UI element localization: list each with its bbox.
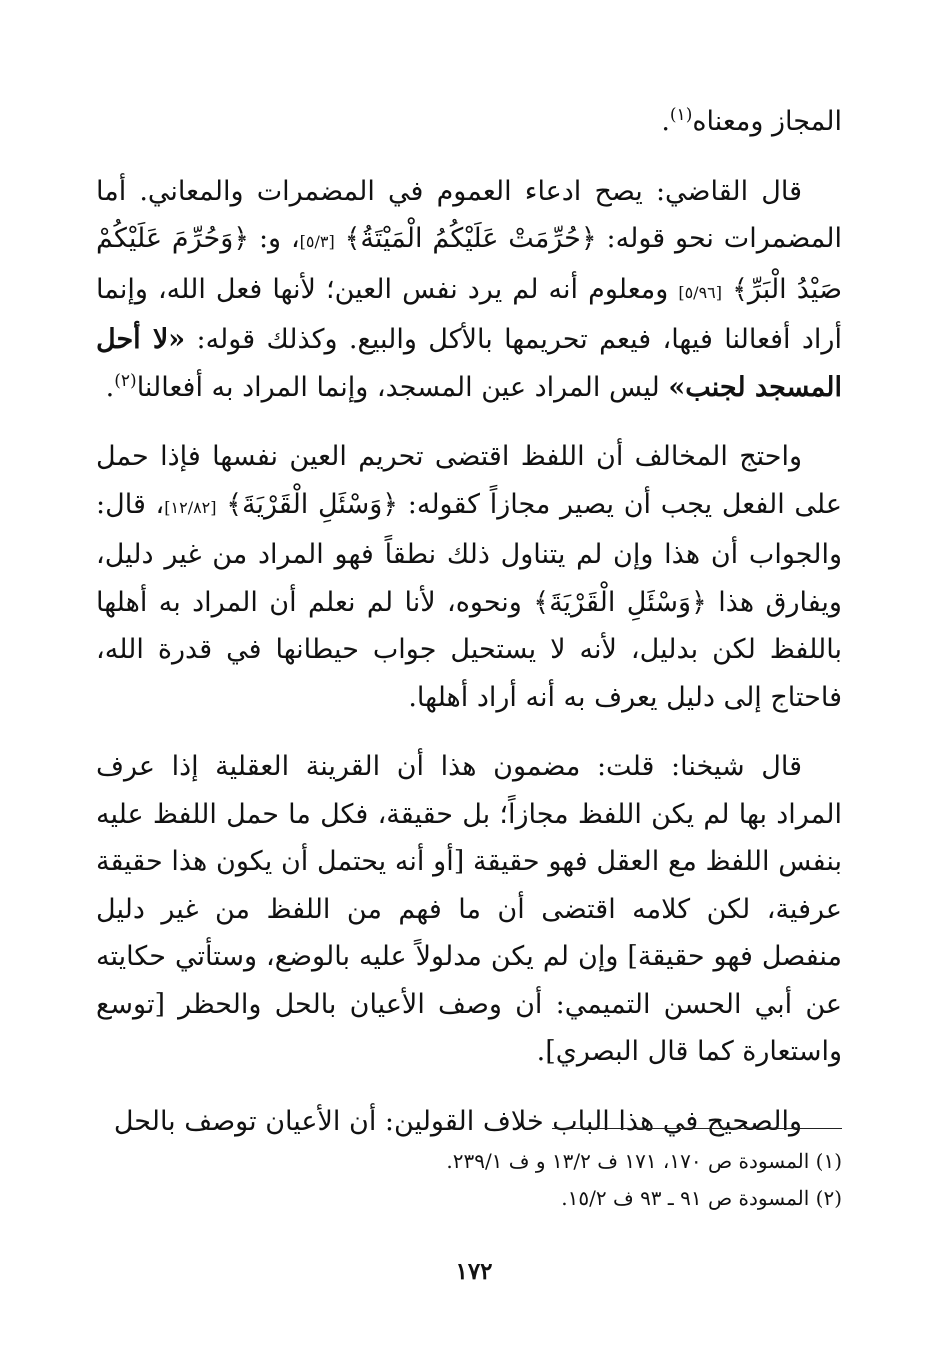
paragraph-correct-view: والصحيح في هذا الباب خلاف القولين: أن الأعيان توصف بالحل	[113, 1105, 802, 1137]
footnote-2: (٢) المسودة ص ٩١ ـ ٩٣ ف ١٥/٢.	[561, 1186, 842, 1210]
hadith-quote: «لا أحل المسجد لجنب»	[96, 324, 842, 403]
footnotes	[96, 1143, 842, 1217]
quran-verse: ﴿حُرِّمَتْ عَلَيْكُمُ الْمَيْتَةُ﴾	[344, 223, 597, 254]
verse-ref: [٥/٣]	[299, 232, 335, 251]
paragraph-objection: واحتج المخالف أن اللفظ اقتضى تحريم العين نفسها فإذا حمل على الفعل يجب أن يصير مجازاً كقوله: ﴿وَسْئَلِ الْقَرْيَةَ﴾ [١٢/٨٢]، قال: والجواب أن هذا وإن لم يتناول ذلك نطقاً فهو المراد من غير دليل، ويفارق هذا ﴿وَسْئَلِ الْقَرْيَةَ﴾ ونحوه، لأنا لم نعلم أن المراد به أهلها باللفظ لكن بدليل، لأنه لا يستحيل جواب حيطانها في قدرة الله، فاحتاج إلى دليل يعرف به أنه أراد أهلها.	[96, 441, 842, 713]
quran-verse: ﴿وَحُرِّمَ عَلَيْكُمْ صَيْدُ الْبَرِّ﴾	[96, 223, 842, 305]
footnote-ref-1: (١)	[669, 105, 693, 125]
quran-verse: ﴿وَسْئَلِ الْقَرْيَةَ﴾	[226, 488, 399, 520]
continuation-line: المجاز ومعناه$^{(١)}$.	[661, 105, 842, 137]
footnote-1: (١) المسودة ص ١٧٠، ١٧١ ف ١٣/٢ و ف ٢٣٩/١.	[446, 1149, 842, 1173]
main-text	[96, 98, 842, 1145]
paragraph-shaykh: قال شيخنا: قلت: مضمون هذا أن القرينة العقلية إذا عرف المراد بها لم يكن اللفظ مجازاً؛ بل حقيقة، فكل ما حمل اللفظ عليه بنفس اللفظ مع العقل فهو حقيقة [أو أنه يحتمل أن يكون هذا حقيقة عرفية، لكن كلامه اقتضى أن ما فهم من اللفظ من غير دليل منفصل فهو حقيقة] وإن لم يكن مدلولاً عليه بالوضع، وستأتي حكايته عن أبي الحسن التميمي: أن وصف الأعيان بالحل والحظر [توسع واستعارة كما قال البصري].	[96, 751, 842, 1067]
page-number: ١٧٢	[455, 1258, 493, 1285]
footnote-separator	[552, 1128, 842, 1129]
paragraph-qadi: قال القاضي: يصح ادعاء العموم في المضمرات والمعاني. أما المضمرات نحو قوله: ﴿حُرِّمَتْ عَلَيْكُمُ الْمَيْتَةُ﴾ [٥/٣]، و: ﴿وَحُرِّمَ عَلَيْكُمْ صَيْدُ الْبَرِّ﴾ [٥/٩٦] ومعلوم أنه لم يرد نفس العين؛ لأنها فعل الله، وإنما أراد أفعالنا فيها، فيعم تحريمها بالأكل والبيع. وكذلك قوله: «لا أحل المسجد لجنب» ليس المراد عين المسجد، وإنما المراد به أفعالنا$^{(٢)}$.	[96, 175, 842, 403]
footnote-ref-2: (٢)	[114, 370, 137, 391]
verse-ref: [٥/٩٦]	[678, 282, 722, 302]
quran-verse: ﴿وَسْئَلِ الْقَرْيَةَ﴾	[533, 586, 707, 618]
verse-ref: [١٢/٨٢]	[164, 497, 217, 517]
